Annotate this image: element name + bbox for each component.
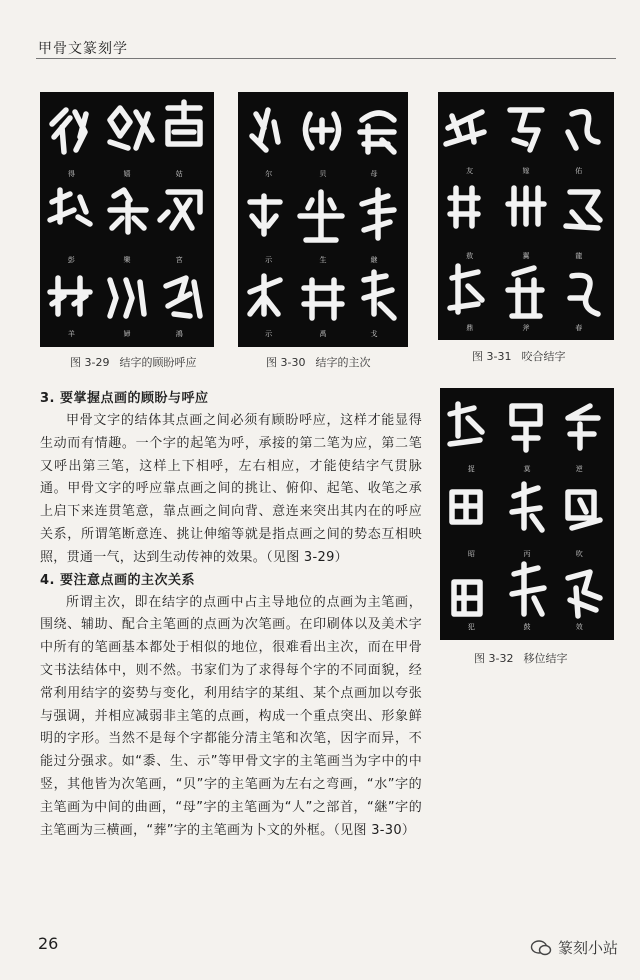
glyph-label: 婦: [123, 330, 131, 339]
glyph-label: 姑: [175, 169, 183, 178]
section-4-paragraph: 所谓主次，即在结字的点画中占主导地位的点画为主笔画，围绕、辅助、配合主笔画的点画为次笔画。在印刷体以及美术字中所有的笔画基本都处于相似的地位，很难看出主次，而在甲骨文书法结体中，则不然。书家们为了求得每个字的不同面貌，经常利用结字的姿势与变化，利用结字的某组、某个点画加以夸张与强调，并相应减弱非主笔的点画，构成一个重点突出、形象鲜明的字形。当然不是每个字都能分清主笔和次笔，因字而异，不能过分强求。如“黍、生、示”等甲骨文字的主笔画当为字中的中竖，其他皆为次笔画，“贝”字的主笔画为左右之弯画，“水”字的主笔画为中间的曲画，“母”字的主笔画为“人”之部首，“継”字的主笔画为三横画，“葬”字的主笔画为卜文的外框。（见图 3-30）: [40, 594, 422, 838]
glyph-label: 效: [575, 623, 583, 632]
header-rule: [36, 58, 616, 59]
caption-number: 图 3-31: [472, 350, 512, 363]
glyph-label: 彭: [67, 256, 75, 265]
caption-number: 图 3-30: [266, 356, 306, 369]
glyph-label: 吹: [575, 550, 583, 559]
body-text-column: [40, 388, 422, 842]
glyph-label: 莫: [523, 464, 531, 473]
watermark: [530, 937, 618, 958]
glyph-label: 敖: [466, 251, 474, 260]
glyph-label: 宮: [175, 256, 183, 265]
glyph-label: 母: [370, 169, 378, 178]
figure-3-31-caption: [472, 348, 565, 364]
glyph-label: 得: [67, 169, 75, 178]
glyph-label: 龍: [575, 251, 583, 260]
caption-text: 咬合结字: [521, 350, 566, 363]
caption-number: 图 3-32: [474, 652, 514, 665]
glyph-label: 鴻: [175, 330, 183, 339]
figure-3-29-glyphs: [40, 92, 214, 347]
glyph-label: 継: [370, 256, 378, 265]
glyph-label: 生: [319, 256, 327, 265]
caption-number: 图 3-29: [70, 356, 110, 369]
caption-text: 移位结字: [523, 652, 568, 665]
figure-3-30-caption: [266, 354, 370, 370]
page-number: 26: [38, 934, 59, 953]
figure-3-31-glyphs: [438, 92, 614, 340]
glyph-label: 佑: [575, 167, 583, 176]
glyph-label: 戈: [370, 330, 378, 339]
glyph-label: 春: [575, 323, 583, 332]
glyph-label: 尔: [265, 169, 273, 178]
glyph-label: 示: [265, 330, 273, 339]
caption-text: 结字的顾盼呼应: [119, 356, 197, 369]
figure-3-29-caption: [70, 354, 196, 370]
glyph-label: 斧: [522, 323, 530, 332]
watermark-text: 篆刻小站: [557, 939, 618, 957]
glyph-label: 羊: [67, 330, 75, 339]
glyph-label: 捉: [467, 464, 475, 473]
figure-3-32-glyphs: [440, 388, 614, 640]
section-3-paragraph: 甲骨文字的结体其点画之间必须有顾盼呼应，这样才能显得生动而有情趣。一个字的起笔为呼，承接的第二笔为应，第二笔又呼出第三笔，这样上下相呼，左右相应，才能使结字气贯脉通。甲骨文字的呼应靠点画之间的挑让、俯仰、起笔、收笔之承上启下来连贯笔意，靠点画之间向背、意连来突出其内在的呼应关系，所谓笔断意连、挑让伸缩等就是指点画之间的势态互相映照，贯通一气，达到生动传神的效果。（见图 3-29）: [40, 413, 422, 565]
figure-3-30-rubbing: [238, 92, 408, 347]
glyph-label: 贝: [319, 169, 327, 178]
figure-3-29-rubbing: [40, 92, 214, 347]
glyph-label: 鼎: [466, 323, 474, 332]
glyph-label: 犯: [467, 623, 475, 632]
glyph-label: 翼: [522, 251, 530, 260]
section-3-heading: 3. 要掌握点画的顾盼与呼应: [40, 391, 209, 406]
glyph-label: 逆: [575, 464, 583, 473]
glyph-label: 鼓: [523, 623, 531, 632]
glyph-label: 友: [466, 167, 474, 176]
chat-bubble-icon: [530, 938, 552, 958]
figure-3-32-rubbing: [440, 388, 614, 640]
section-4-heading: 4. 要注意点画的主次关系: [40, 572, 196, 588]
glyph-label: 嫁: [522, 167, 530, 176]
running-header: 甲骨文篆刻学: [38, 41, 128, 57]
figure-3-31-rubbing: [438, 92, 614, 340]
glyph-label: 禹: [319, 330, 327, 339]
figure-3-30-glyphs: [238, 92, 408, 347]
glyph-label: 嬉: [123, 169, 131, 178]
figure-3-32-caption: [474, 650, 567, 666]
glyph-label: 樂: [123, 256, 131, 265]
glyph-label: 丙: [523, 550, 531, 559]
glyph-label: 示: [265, 256, 273, 265]
caption-text: 结字的主次: [315, 356, 371, 369]
glyph-label: 昭: [467, 550, 475, 559]
